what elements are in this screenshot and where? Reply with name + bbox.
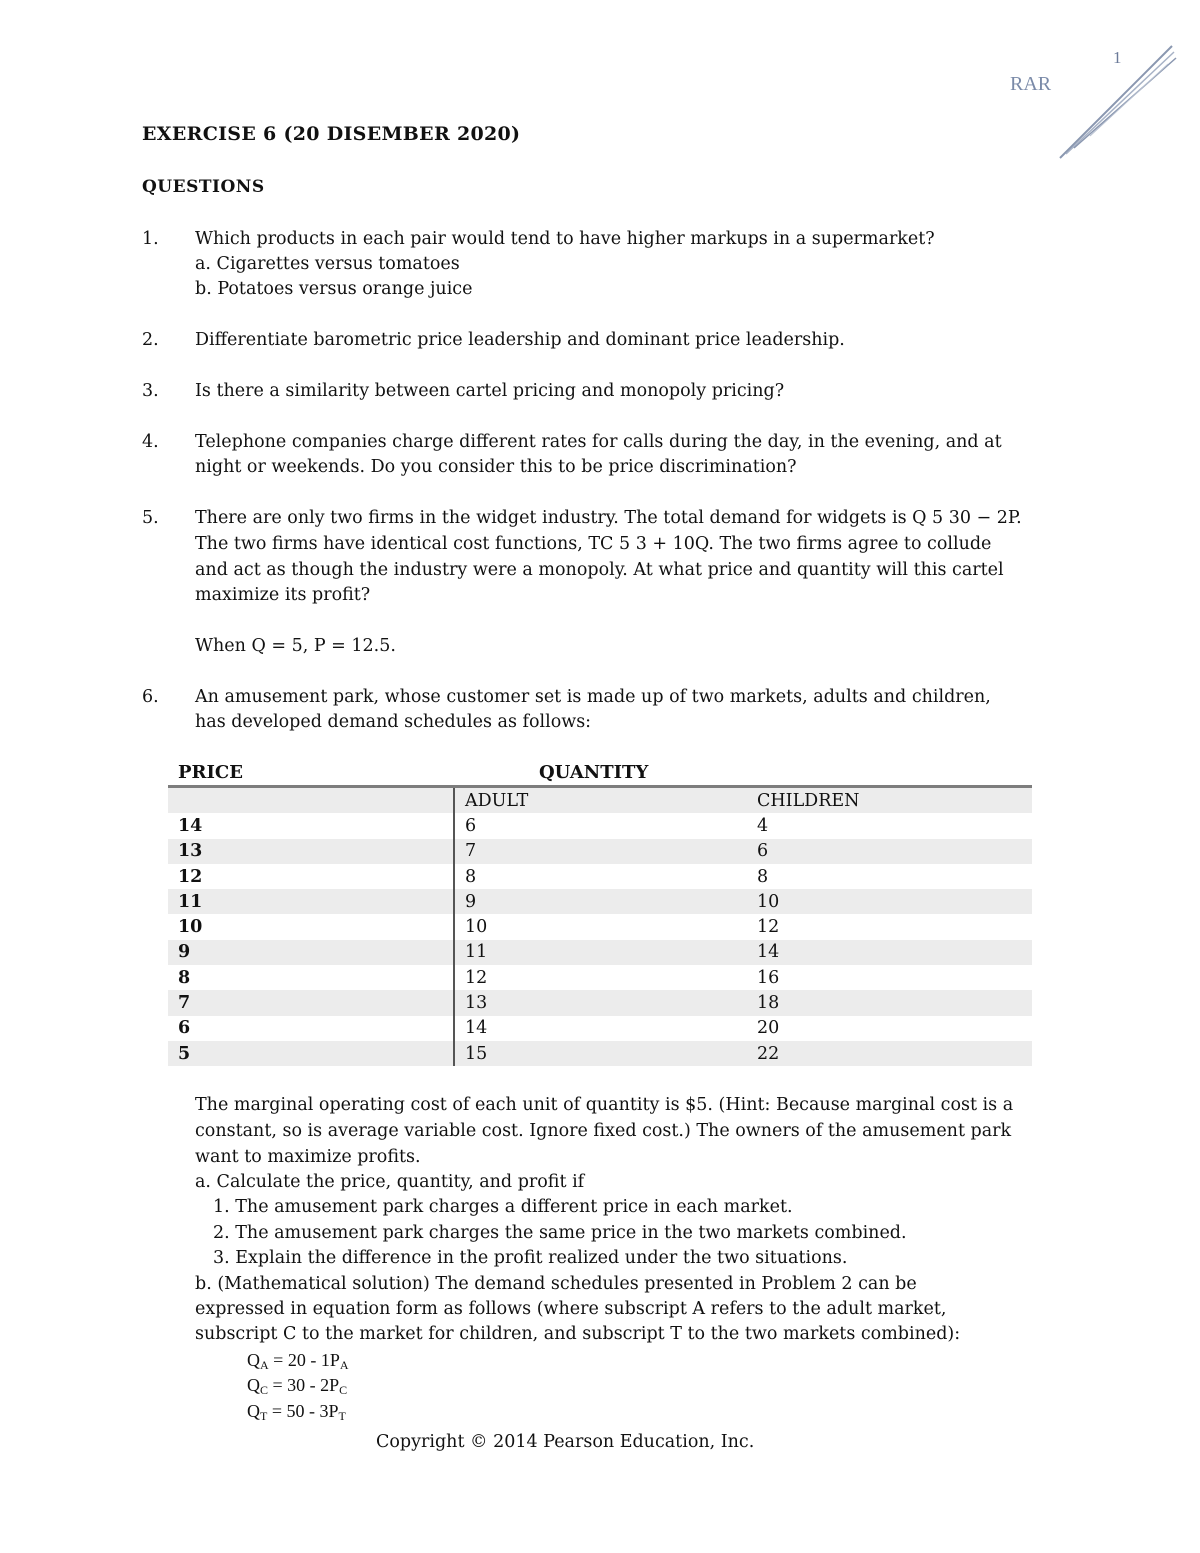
question-6-line: An amusement park, whose customer set is made up of two markets, adults and children, — [195, 687, 991, 707]
table-row: 5 15 22 — [168, 1041, 1032, 1066]
table-header-row — [168, 760, 1032, 787]
price-header: PRICE — [178, 762, 243, 783]
table-subheader-row — [168, 787, 1032, 814]
equation-children: $Q_C = 30 - 2P_C$ — [247, 1375, 348, 1397]
table-row: 14 6 4 — [168, 813, 1032, 838]
body-text: expressed in equation form as follows (where subscript A refers to the adult market, — [195, 1299, 947, 1319]
equation-adult: $Q_A = 20 - 1P_A$ — [247, 1350, 349, 1372]
table-row: 12 8 8 — [168, 864, 1032, 889]
questions-heading: QUESTIONS — [142, 177, 265, 197]
question-1-option-b: b. Potatoes versus orange juice — [195, 279, 473, 299]
question-number: 2. — [142, 330, 159, 350]
page-number: 1 — [1113, 48, 1122, 67]
body-text: a. Calculate the price, quantity, and profit if — [195, 1172, 585, 1192]
body-text: The marginal operating cost of each unit of quantity is $5. (Hint: Because marginal cost is a — [195, 1095, 1014, 1115]
quantity-header: QUANTITY — [539, 762, 649, 783]
question-number: 1. — [142, 229, 159, 249]
body-text: 2. The amusement park charges the same price in the two markets combined. — [213, 1223, 907, 1243]
body-text: b. (Mathematical solution) The demand schedules presented in Problem 2 can be — [195, 1274, 917, 1294]
decorative-pen-lines-icon — [1050, 40, 1180, 165]
table-row: 8 12 16 — [168, 965, 1032, 990]
table-row: 6 14 20 — [168, 1016, 1032, 1041]
body-text: 1. The amusement park charges a different price in each market. — [213, 1197, 793, 1217]
copyright-notice: Copyright © 2014 Pearson Education, Inc. — [376, 1432, 755, 1452]
question-5-line: and act as though the industry were a monopoly. At what price and quantity will this cartel — [195, 560, 1004, 580]
question-4-line: night or weekends. Do you consider this to be price discrimination? — [195, 457, 797, 477]
question-number: 5. — [142, 508, 159, 528]
adult-header: ADULT — [454, 787, 747, 814]
body-text: constant, so is average variable cost. Ignore fixed cost.) The owners of the amusement park — [195, 1121, 1012, 1141]
question-4-line: Telephone companies charge different rates for calls during the day, in the evening, and at — [195, 432, 1002, 452]
body-text: want to maximize profits. — [195, 1147, 421, 1167]
question-number: 6. — [142, 687, 159, 707]
question-5-line: maximize its profit? — [195, 585, 371, 605]
question-5-answer: When Q = 5, P = 12.5. — [195, 636, 396, 656]
body-text: 3. Explain the difference in the profit realized under the two situations. — [213, 1248, 848, 1268]
body-text: subscript C to the market for children, and subscript T to the two markets combined): — [195, 1324, 961, 1344]
table-row: 9 11 14 — [168, 940, 1032, 965]
question-5-line: The two firms have identical cost functions, TC 5 3 + 10Q. The two firms agree to collude — [195, 534, 992, 554]
table-row: 13 7 6 — [168, 839, 1032, 864]
table-row: 11 9 10 — [168, 889, 1032, 914]
equation-total: $Q_T = 50 - 3P_T$ — [247, 1401, 346, 1423]
table-row: 7 13 18 — [168, 990, 1032, 1015]
table-row: 10 10 12 — [168, 914, 1032, 939]
page-title: EXERCISE 6 (20 DISEMBER 2020) — [142, 123, 521, 145]
header-tag: RAR — [1010, 73, 1052, 95]
question-6-line: has developed demand schedules as follows: — [195, 712, 592, 732]
question-number: 4. — [142, 432, 159, 452]
question-2-text: Differentiate barometric price leadership and dominant price leadership. — [195, 330, 845, 350]
question-number: 3. — [142, 381, 159, 401]
question-3-text: Is there a similarity between cartel pricing and monopoly pricing? — [195, 381, 785, 401]
question-1-text: Which products in each pair would tend to have higher markups in a supermarket? — [195, 229, 935, 249]
children-header: CHILDREN — [747, 787, 1032, 814]
demand-schedule-table — [168, 760, 1032, 1066]
question-1-option-a: a. Cigarettes versus tomatoes — [195, 254, 460, 274]
question-5-line: There are only two firms in the widget industry. The total demand for widgets is Q 5 30 − 2P. — [195, 508, 1022, 528]
